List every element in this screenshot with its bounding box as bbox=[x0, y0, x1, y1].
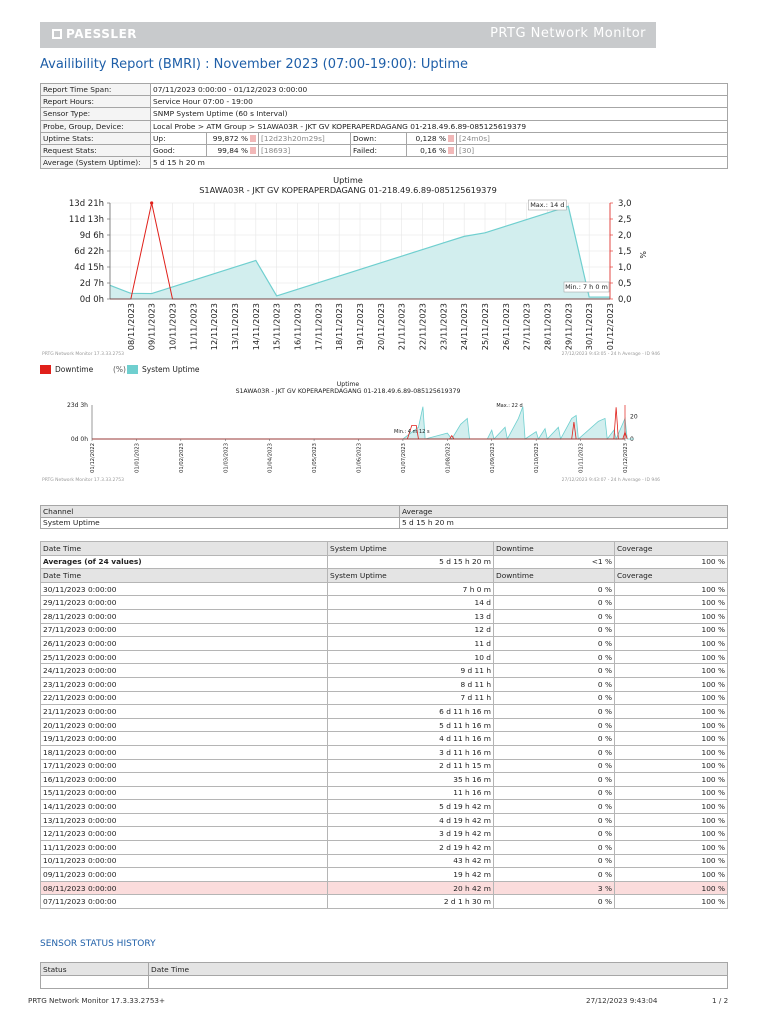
row-coverage: 100 % bbox=[615, 827, 728, 841]
average-header: Average bbox=[400, 506, 728, 518]
row-downtime: 3 % bbox=[494, 881, 615, 895]
row-uptime: 3 d 19 h 42 m bbox=[328, 827, 494, 841]
info-row bbox=[41, 120, 728, 132]
uptime-area bbox=[396, 407, 634, 439]
row-datetime: 19/11/2023 0:00:00 bbox=[41, 732, 328, 746]
x-tick-label: 01/03/2023 bbox=[223, 443, 230, 473]
col-datetime: Date Time bbox=[41, 569, 328, 583]
row-datetime: 10/11/2023 0:00:00 bbox=[41, 854, 328, 868]
failed-pct-cell bbox=[407, 144, 457, 156]
table-row bbox=[41, 895, 728, 909]
x-tick-label: 22/11/2023 bbox=[417, 303, 428, 351]
row-coverage: 100 % bbox=[615, 773, 728, 787]
table-row bbox=[41, 745, 728, 759]
info-row bbox=[41, 108, 728, 120]
col-coverage: Coverage bbox=[615, 569, 728, 583]
row-downtime: 0 % bbox=[494, 827, 615, 841]
row-uptime: 5 d 11 h 16 m bbox=[328, 718, 494, 732]
table-row bbox=[41, 854, 728, 868]
table-row bbox=[41, 664, 728, 678]
info-row bbox=[41, 132, 728, 144]
avg-uptime: 5 d 15 h 20 m bbox=[328, 555, 494, 569]
x-tick-label: 01/12/2022 bbox=[90, 443, 96, 473]
col-coverage: Coverage bbox=[615, 542, 728, 556]
chart1-title bbox=[40, 175, 656, 195]
report-title: Availibility Report (BMRI) : November 2023 (07:00-19:00): Uptime bbox=[40, 57, 469, 72]
table-row bbox=[41, 582, 728, 596]
up-label: Up: bbox=[151, 132, 207, 144]
row-downtime: 0 % bbox=[494, 895, 615, 909]
failed-label: Failed: bbox=[351, 144, 407, 156]
col-status-datetime: Date Time bbox=[149, 963, 728, 976]
report-info-table bbox=[40, 83, 728, 169]
product-name: PRTG Network Monitor bbox=[490, 26, 646, 41]
x-tick-label: 01/05/2023 bbox=[312, 443, 319, 473]
chart1-footer-left: PRTG Network Monitor 17.3.33.2753 bbox=[42, 352, 124, 357]
table-row bbox=[41, 623, 728, 637]
y-tick-label-left: 11d 13h bbox=[68, 215, 104, 225]
row-datetime: 14/11/2023 0:00:00 bbox=[41, 800, 328, 814]
x-tick-label: 29/11/2023 bbox=[563, 303, 574, 351]
col-datetime: Date Time bbox=[41, 542, 328, 556]
up-pct-cell bbox=[207, 132, 259, 144]
row-coverage: 100 % bbox=[615, 895, 728, 909]
good-bar bbox=[250, 147, 256, 154]
x-tick-label: 01/08/2023 bbox=[445, 443, 452, 473]
y-right-unit: % bbox=[638, 251, 647, 259]
good-label: Good: bbox=[151, 144, 207, 156]
min-label: Min.: 7 h 0 m bbox=[565, 283, 608, 291]
col-downtime: Downtime bbox=[494, 569, 615, 583]
row-uptime: 35 h 16 m bbox=[328, 773, 494, 787]
row-coverage: 100 % bbox=[615, 664, 728, 678]
y-tick-label-left: 13d 21h bbox=[68, 199, 104, 209]
y-tick-label-left: 2d 7h bbox=[79, 279, 104, 289]
row-uptime: 20 h 42 m bbox=[328, 881, 494, 895]
table-row bbox=[41, 881, 728, 895]
x-tick-label: 25/11/2023 bbox=[480, 303, 490, 351]
y-tick-label-right: 1,5 bbox=[618, 247, 632, 257]
max-label: Max.: 22 d bbox=[496, 403, 523, 409]
row-datetime: 08/11/2023 0:00:00 bbox=[41, 881, 328, 895]
row-coverage: 100 % bbox=[615, 854, 728, 868]
down-pct: 0,128 % bbox=[415, 133, 446, 143]
chart2-footer-left: PRTG Network Monitor 17.3.33.2753 bbox=[42, 478, 124, 483]
chart2-subtitle: S1AWA03R - JKT GV KOPERAPERDAGANG 01-218.49.6.89-085125619379 bbox=[235, 388, 461, 395]
x-tick-label: 17/11/2023 bbox=[313, 303, 324, 351]
y-tick-label-left: 0d 0h bbox=[79, 295, 104, 305]
info-label: Uptime Stats: bbox=[41, 132, 151, 144]
chart2-footer-right: 27/12/2023 9:43:07 - 24 h Average - ID 946 bbox=[561, 478, 660, 483]
row-coverage: 100 % bbox=[615, 609, 728, 623]
row-datetime: 11/11/2023 0:00:00 bbox=[41, 841, 328, 855]
row-datetime: 07/11/2023 0:00:00 bbox=[41, 895, 328, 909]
y-tick-label-left: 9d 6h bbox=[79, 231, 104, 241]
down-bar bbox=[448, 135, 454, 142]
table-row bbox=[41, 609, 728, 623]
table-row bbox=[41, 813, 728, 827]
row-downtime: 0 % bbox=[494, 609, 615, 623]
info-row bbox=[41, 96, 728, 108]
down-duration: [24m0s] bbox=[457, 132, 728, 144]
chart-legend bbox=[40, 364, 200, 374]
y-tick-label-right: 2,0 bbox=[618, 231, 632, 241]
down-label: Down: bbox=[351, 132, 407, 144]
row-datetime: 22/11/2023 0:00:00 bbox=[41, 691, 328, 705]
info-value: 07/11/2023 0:00:00 - 01/12/2023 0:00:00 bbox=[151, 84, 728, 96]
x-tick-label: 12/11/2023 bbox=[209, 303, 220, 351]
row-downtime: 0 % bbox=[494, 854, 615, 868]
row-coverage: 100 % bbox=[615, 786, 728, 800]
row-downtime: 0 % bbox=[494, 664, 615, 678]
x-tick-label: 01/02/2023 bbox=[178, 443, 185, 473]
x-tick-label: 11/11/2023 bbox=[188, 303, 199, 351]
good-pct: 99,84 % bbox=[217, 146, 248, 156]
max-label: Max.: 14 d bbox=[530, 201, 565, 209]
failed-pct: 0,16 % bbox=[420, 146, 446, 156]
y-tick-label-left: 6d 22h bbox=[74, 247, 104, 257]
info-row bbox=[41, 157, 728, 169]
col-downtime: Downtime bbox=[494, 542, 615, 556]
row-uptime: 12 d bbox=[328, 623, 494, 637]
info-label: Sensor Type: bbox=[41, 108, 151, 120]
info-row bbox=[41, 144, 728, 156]
row-coverage: 100 % bbox=[615, 800, 728, 814]
table-row bbox=[41, 732, 728, 746]
y-tick-label-right: 1,0 bbox=[618, 263, 632, 273]
table-row bbox=[41, 786, 728, 800]
x-tick-label: 24/11/2023 bbox=[459, 303, 470, 351]
row-uptime: 2 d 19 h 42 m bbox=[328, 841, 494, 855]
table-row bbox=[41, 691, 728, 705]
table-row bbox=[41, 800, 728, 814]
x-tick-label: 01/09/2023 bbox=[489, 443, 496, 473]
status-row bbox=[41, 976, 728, 989]
x-tick-label: 01/06/2023 bbox=[356, 443, 363, 473]
x-tick-label: 01/11/2023 bbox=[578, 443, 585, 473]
y-tick-label-left: 0d 0h bbox=[70, 436, 88, 443]
averages-row bbox=[41, 555, 728, 569]
failed-count: [30] bbox=[457, 144, 728, 156]
paessler-logo bbox=[52, 27, 137, 41]
chart1-subtitle: S1AWA03R - JKT GV KOPERAPERDAGANG 01-218.49.6.89-085125619379 bbox=[199, 185, 497, 195]
info-value: SNMP System Uptime (60 s Interval) bbox=[151, 108, 728, 120]
row-uptime: 10 d bbox=[328, 650, 494, 664]
data-header-row-2 bbox=[41, 569, 728, 583]
status-cell bbox=[41, 976, 149, 989]
y-tick-label-left: 4d 15h bbox=[74, 263, 104, 273]
info-label: Report Hours: bbox=[41, 96, 151, 108]
row-downtime: 0 % bbox=[494, 813, 615, 827]
row-coverage: 100 % bbox=[615, 813, 728, 827]
row-coverage: 100 % bbox=[615, 623, 728, 637]
row-downtime: 0 % bbox=[494, 623, 615, 637]
row-downtime: 0 % bbox=[494, 773, 615, 787]
col-status: Status bbox=[41, 963, 149, 976]
y-tick-label-right: 0 bbox=[630, 436, 634, 443]
chart1-footer-right: 27/12/2023 9:43:05 - 24 h Average - ID 946 bbox=[561, 352, 660, 357]
row-datetime: 17/11/2023 0:00:00 bbox=[41, 759, 328, 773]
row-downtime: 0 % bbox=[494, 841, 615, 855]
row-datetime: 15/11/2023 0:00:00 bbox=[41, 786, 328, 800]
chart2-title-text: Uptime bbox=[336, 381, 360, 388]
info-value: Service Hour 07:00 - 19:00 bbox=[151, 96, 728, 108]
table-row bbox=[41, 759, 728, 773]
y-tick-label-right: 2,5 bbox=[618, 215, 632, 225]
row-downtime: 0 % bbox=[494, 705, 615, 719]
row-datetime: 12/11/2023 0:00:00 bbox=[41, 827, 328, 841]
row-uptime: 13 d bbox=[328, 609, 494, 623]
row-datetime: 13/11/2023 0:00:00 bbox=[41, 813, 328, 827]
row-uptime: 5 d 19 h 42 m bbox=[328, 800, 494, 814]
row-datetime: 26/11/2023 0:00:00 bbox=[41, 637, 328, 651]
status-history-table bbox=[40, 962, 728, 989]
y-tick-label-right: 3,0 bbox=[618, 199, 632, 209]
x-tick-label: 23/11/2023 bbox=[438, 303, 449, 351]
row-coverage: 100 % bbox=[615, 650, 728, 664]
row-coverage: 100 % bbox=[615, 718, 728, 732]
row-datetime: 20/11/2023 0:00:00 bbox=[41, 718, 328, 732]
averages-label: Averages (of 24 values) bbox=[41, 555, 328, 569]
row-uptime: 8 d 11 h bbox=[328, 677, 494, 691]
row-coverage: 100 % bbox=[615, 745, 728, 759]
report-banner bbox=[40, 22, 656, 48]
row-datetime: 21/11/2023 0:00:00 bbox=[41, 705, 328, 719]
row-coverage: 100 % bbox=[615, 705, 728, 719]
info-row bbox=[41, 84, 728, 96]
channel-header: Channel bbox=[41, 506, 400, 518]
row-uptime: 11 h 16 m bbox=[328, 786, 494, 800]
row-coverage: 100 % bbox=[615, 637, 728, 651]
logo-mark-icon bbox=[52, 29, 62, 39]
status-datetime-cell bbox=[149, 976, 728, 989]
row-uptime: 19 h 42 m bbox=[328, 868, 494, 882]
up-bar bbox=[250, 135, 256, 142]
up-pct: 99,872 % bbox=[212, 133, 248, 143]
x-tick-label: 20/11/2023 bbox=[375, 303, 386, 351]
row-downtime: 0 % bbox=[494, 691, 615, 705]
row-coverage: 100 % bbox=[615, 582, 728, 596]
row-downtime: 0 % bbox=[494, 800, 615, 814]
data-header-row bbox=[41, 542, 728, 556]
y-tick-label-right: 0,0 bbox=[618, 295, 632, 305]
row-uptime: 14 d bbox=[328, 596, 494, 610]
x-tick-label: 15/11/2023 bbox=[271, 303, 282, 351]
row-uptime: 7 d 11 h bbox=[328, 691, 494, 705]
table-row bbox=[41, 827, 728, 841]
info-label: Report Time Span: bbox=[41, 84, 151, 96]
x-tick-label: 21/11/2023 bbox=[396, 303, 407, 351]
row-datetime: 25/11/2023 0:00:00 bbox=[41, 650, 328, 664]
row-uptime: 2 d 1 h 30 m bbox=[328, 895, 494, 909]
x-tick-label: 14/11/2023 bbox=[250, 303, 261, 351]
x-tick-label: 27/11/2023 bbox=[521, 302, 532, 351]
y-tick-label-left: 23d 3h bbox=[67, 402, 88, 409]
col-uptime: System Uptime bbox=[328, 569, 494, 583]
table-row bbox=[41, 637, 728, 651]
downtime-swatch bbox=[40, 365, 51, 374]
x-tick-label: 01/12/2023 bbox=[605, 303, 615, 351]
x-tick-label: 26/11/2023 bbox=[500, 303, 511, 351]
y-tick-label-right: 20 bbox=[630, 413, 638, 421]
info-label: Probe, Group, Device: bbox=[41, 120, 151, 132]
channel-row bbox=[41, 517, 728, 529]
table-row bbox=[41, 718, 728, 732]
x-tick-label: 13/11/2023 bbox=[230, 303, 240, 351]
row-datetime: 27/11/2023 0:00:00 bbox=[41, 623, 328, 637]
x-tick-label: 01/07/2023 bbox=[400, 443, 407, 473]
row-uptime: 11 d bbox=[328, 637, 494, 651]
x-tick-label: 16/11/2023 bbox=[292, 303, 303, 351]
row-downtime: 0 % bbox=[494, 732, 615, 746]
row-datetime: 29/11/2023 0:00:00 bbox=[41, 596, 328, 610]
failed-bar bbox=[448, 147, 454, 154]
avg-coverage: 100 % bbox=[615, 555, 728, 569]
row-downtime: 0 % bbox=[494, 637, 615, 651]
footer-page-number: 1 / 2 bbox=[712, 996, 729, 1005]
row-downtime: 0 % bbox=[494, 718, 615, 732]
row-coverage: 100 % bbox=[615, 868, 728, 882]
legend-downtime: Downtime bbox=[55, 364, 94, 374]
row-uptime: 9 d 11 h bbox=[328, 664, 494, 678]
row-coverage: 100 % bbox=[615, 841, 728, 855]
row-datetime: 16/11/2023 0:00:00 bbox=[41, 773, 328, 787]
footer-timestamp: 27/12/2023 9:43:04 bbox=[586, 996, 658, 1005]
table-row bbox=[41, 677, 728, 691]
table-row bbox=[41, 650, 728, 664]
x-tick-label: 19/11/2023 bbox=[355, 303, 365, 351]
row-coverage: 100 % bbox=[615, 596, 728, 610]
x-tick-label: 01/10/2023 bbox=[534, 442, 541, 473]
table-row bbox=[41, 596, 728, 610]
row-uptime: 7 h 0 m bbox=[328, 582, 494, 596]
row-coverage: 100 % bbox=[615, 691, 728, 705]
x-tick-label: 28/11/2023 bbox=[542, 303, 553, 351]
channel-table bbox=[40, 505, 728, 529]
row-downtime: 0 % bbox=[494, 759, 615, 773]
down-pct-cell bbox=[407, 132, 457, 144]
x-tick-label: 01/04/2023 bbox=[267, 443, 274, 473]
info-value: Local Probe > ATM Group > S1AWA03R - JKT GV KOPERAPERDAGANG 01-218.49.6.89-085125619379 bbox=[151, 120, 728, 132]
row-downtime: 0 % bbox=[494, 868, 615, 882]
avg-downtime: <1 % bbox=[494, 555, 615, 569]
y-tick-label-right: 0,5 bbox=[618, 279, 632, 289]
row-downtime: 0 % bbox=[494, 786, 615, 800]
chart1-title-text: Uptime bbox=[333, 175, 363, 185]
row-uptime: 6 d 11 h 16 m bbox=[328, 705, 494, 719]
good-count: [18693] bbox=[259, 144, 351, 156]
uptime-swatch bbox=[127, 365, 138, 374]
row-uptime: 4 d 11 h 16 m bbox=[328, 732, 494, 746]
row-downtime: 0 % bbox=[494, 596, 615, 610]
logo-text: PAESSLER bbox=[66, 27, 138, 41]
uptime-chart-month bbox=[40, 196, 680, 362]
uptime-chart-year bbox=[40, 398, 680, 480]
row-datetime: 09/11/2023 0:00:00 bbox=[41, 868, 328, 882]
legend-uptime: System Uptime bbox=[142, 364, 200, 374]
x-tick-label: 10/11/2023 bbox=[167, 303, 178, 351]
table-row bbox=[41, 841, 728, 855]
x-tick-label: 08/11/2023 bbox=[125, 303, 136, 351]
row-datetime: 30/11/2023 0:00:00 bbox=[41, 582, 328, 596]
row-coverage: 100 % bbox=[615, 881, 728, 895]
x-tick-label: 18/11/2023 bbox=[334, 303, 345, 351]
row-uptime: 4 d 19 h 42 m bbox=[328, 813, 494, 827]
footer-product: PRTG Network Monitor 17.3.33.2753+ bbox=[28, 996, 165, 1005]
channel-average: 5 d 15 h 20 m bbox=[400, 517, 728, 529]
status-header-row bbox=[41, 963, 728, 976]
channel-header-row bbox=[41, 506, 728, 518]
table-row bbox=[41, 705, 728, 719]
row-coverage: 100 % bbox=[615, 732, 728, 746]
row-datetime: 18/11/2023 0:00:00 bbox=[41, 745, 328, 759]
row-downtime: 0 % bbox=[494, 582, 615, 596]
row-uptime: 43 h 42 m bbox=[328, 854, 494, 868]
uptime-data-table bbox=[40, 541, 728, 909]
row-downtime: 0 % bbox=[494, 677, 615, 691]
info-label: Request Stats: bbox=[41, 144, 151, 156]
x-tick-label: 30/11/2023 bbox=[584, 303, 595, 351]
chart2-title bbox=[40, 381, 656, 395]
x-tick-label: 01/12/2023 bbox=[623, 443, 629, 473]
x-tick-label: 09/11/2023 bbox=[146, 303, 157, 351]
table-row bbox=[41, 773, 728, 787]
min-label: Min.: 4 m 12 s bbox=[394, 429, 430, 435]
row-uptime: 2 d 11 h 15 m bbox=[328, 759, 494, 773]
up-duration: [12d23h20m29s] bbox=[259, 132, 351, 144]
good-pct-cell bbox=[207, 144, 259, 156]
info-label: Average (System Uptime): bbox=[41, 157, 151, 169]
row-coverage: 100 % bbox=[615, 677, 728, 691]
row-datetime: 24/11/2023 0:00:00 bbox=[41, 664, 328, 678]
table-row bbox=[41, 868, 728, 882]
col-uptime: System Uptime bbox=[328, 542, 494, 556]
downtime-peak-marker bbox=[150, 201, 153, 204]
legend-unit: (%) bbox=[113, 364, 126, 374]
row-downtime: 0 % bbox=[494, 745, 615, 759]
row-coverage: 100 % bbox=[615, 759, 728, 773]
row-datetime: 23/11/2023 0:00:00 bbox=[41, 677, 328, 691]
channel-name: System Uptime bbox=[41, 517, 400, 529]
row-downtime: 0 % bbox=[494, 650, 615, 664]
x-tick-label: 01/01/2023 bbox=[134, 443, 141, 473]
row-datetime: 28/11/2023 0:00:00 bbox=[41, 609, 328, 623]
row-uptime: 3 d 11 h 16 m bbox=[328, 745, 494, 759]
sensor-status-history-title: SENSOR STATUS HISTORY bbox=[40, 939, 156, 949]
info-value: 5 d 15 h 20 m bbox=[151, 157, 728, 169]
